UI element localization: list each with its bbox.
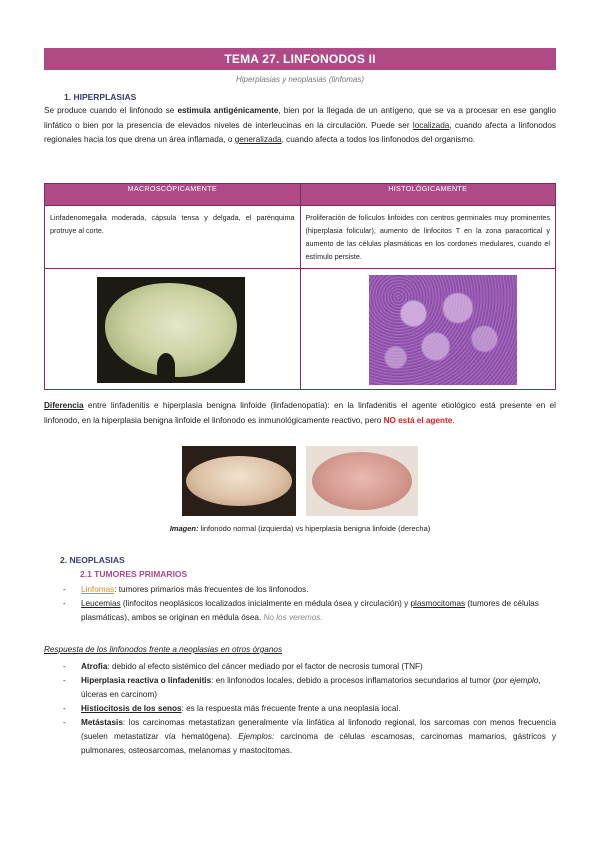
comparison-table: [44, 183, 556, 390]
response-list: [63, 660, 556, 758]
page-title: TEMA 27. LINFONODOS II: [44, 48, 556, 70]
section-heading-neoplasias: 2. NEOPLASIAS: [60, 555, 125, 565]
page-subtitle: Hiperplasias y neoplasias (linfomas): [235, 75, 365, 84]
hiperplasia-paragraph: Se produce cuando el linfonodo se estimula antigénicamente, bien por la llegada de un antígeno, que se va a procesar en ese ganglio linfático o bien por la presencia de elevados niveles de interleucinas en la circulación. Puede ser localizada, cuando afecta a linfonodos regionales hacia los que drena un área inflamada, o generalizada, cuando afecta a todos los linfonodos del organismo.: [44, 106, 556, 144]
macro-description: Linfadenomegalia moderada, cápsula tensa y delgada, el parénquima protruye al corte.: [50, 213, 295, 235]
list-item: - Atrofia: debido al efecto sistémico del cáncer mediado por el factor de necrosis tumoral (TNF): [63, 662, 423, 671]
table-header-histo: HISTOLÓGICAMENTE: [300, 184, 556, 206]
macroscopic-lymph-node-image: [97, 277, 245, 383]
difference-paragraph: Diferencia entre linfadenitis e hiperplasia benigna linfoide (linfadenopatía): en la linfadenitis el agente etiológico está presente en el linfonodo, en la hiperplasia benigna linfoide el linfonodo es inmunológicamente reactivo, pero NO está el agente.: [44, 401, 556, 425]
section-heading-hiperplasias: 1. HIPERPLASIAS: [64, 92, 137, 102]
list-item: - Linfomas: tumores primarios más frecuentes de los linfonodos.: [63, 585, 309, 594]
list-item: - Histiocitosis de los senos: es la respuesta más frecuente frente a una neoplasia local.: [63, 704, 401, 713]
hyperplasia-lymph-node-image: [306, 446, 418, 516]
list-item: - Metástasis: los carcinomas metastatizan generalmente vía linfática al linfonodo regional, los sarcomas con menos frecuencia (suelen metastatizar vía hematógena). Ejemplos: carcinoma de células escamosas, carcinomas mamarios, gástricos y pulmonares, osteosarcomas, melanomas y mastocitomas.: [63, 718, 556, 755]
list-item: - Leucemias (linfocitos neoplásicos localizados inicialmente en médula ósea y circulación) y plasmocitomas (tumores de células plasmáticas), ambos se originan en médula ósea. No los veremos.: [63, 599, 539, 622]
histology-image: [369, 275, 517, 385]
list-item: - Hiperplasia reactiva o linfadenitis: en linfonodos locales, debido a procesos inflamatorios secundarios al tumor (por ejemplo, úlceras en carcinom): [63, 676, 541, 699]
image-caption: Imagen: linfonodo normal (izquierda) vs hiperplasia benigna linfoide (derecha): [169, 524, 431, 533]
normal-lymph-node-image: [182, 446, 296, 516]
response-heading: Respuesta de los linfonodos frente a neoplasias en otros órganos: [44, 645, 283, 654]
histo-description: Proliferación de folículos linfoides con centros germinales muy prominentes (hiperplasia folicular), aumento de linfocitos T en la zona paracortical y aumento de las células plasmáticas en los cordones medulares, cuando el estímulo persiste.: [305, 213, 550, 261]
primary-tumors-list: [63, 583, 556, 625]
subsection-heading-primarios: 2.1 TUMORES PRIMARIOS: [80, 569, 188, 579]
table-header-macro: MACROSCÓPICAMENTE: [45, 184, 301, 206]
